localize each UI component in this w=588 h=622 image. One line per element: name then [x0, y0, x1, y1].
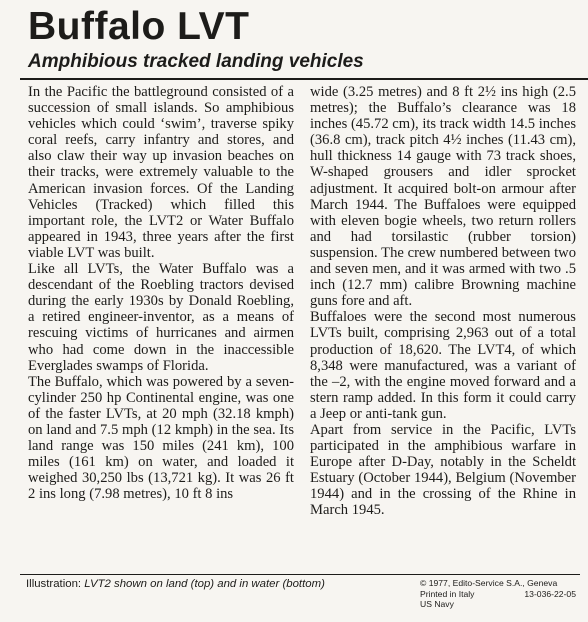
- body-paragraph: wide (3.25 metres) and 8 ft 2½ ins high (2.5 metres); the Buffalo’s clearance was 18 inches (45.72 cm), its track width 14.5 inches (36.8 cm), track pitch 4½ inches (11.43 cm), hull thickness 14 gauge with 73 track shoes, W-shaped grousers and idler sprocket adjustment. It acquired bolt-on armour after March 1944. The Buffaloes were equipped with eleven bogie wheels, two return rollers and had torsilastic (rubber torsion) suspension. The crew numbered between two and seven men, and it was armed with two .5 inch (12.7 mm) calibre Browning machine guns fore and aft.: [310, 84, 576, 310]
- body-column-right: [310, 84, 576, 519]
- header-divider: [20, 78, 588, 80]
- body-paragraph: Buffaloes were the second most numerous LVTs built, comprising 2,963 out of a total production of 18,620. The LVT4, of which 8,348 were manufactured, was a variant of the –2, with the engine moved forward and a stern ramp added. In this form it could carry a Jeep or anti-tank gun.: [310, 309, 576, 422]
- printed-in: Printed in Italy: [420, 588, 475, 599]
- page-title: Buffalo LVT: [28, 5, 250, 48]
- body-paragraph: In the Pacific the battleground consisted of a succession of small islands. So amphibious vehicles which could ‘swim’, traverse spiky coral reefs, carry infantry and stores, and also claw their way up invasion beaches on their tracks, were extremely valuable to the American invasion forces. Of the Landing Vehicles (Tracked) which filled this important role, the LVT2 or Water Buffalo appeared in 1943, three years after the first viable LVT was built.: [28, 84, 294, 261]
- illustration-label: Illustration:: [26, 578, 82, 590]
- photo-credit: US Navy: [420, 599, 454, 609]
- body-paragraph: Apart from service in the Pacific, LVTs participated in the amphibious warfare in Europe after D-Day, notably in the Scheldt Estuary (October 1944), Belgium (November 1944) and in the crossing of the Rhine in March 1945.: [310, 421, 576, 519]
- print-info: [420, 589, 580, 600]
- body-paragraph: Like all LVTs, the Water Buffalo was a descendant of the Roebling tractors devised during the early 1930s by Donald Roebling, a retired engineer-inventor, as a means of rescuing victims of hurricanes and airmen who had come down in the inaccessible Everglades swamps of Florida.: [28, 261, 294, 374]
- copyright-line: © 1977, Edito-Service S.A., Geneva: [420, 578, 558, 588]
- body-column-left: [28, 84, 294, 502]
- illustration-caption: [26, 578, 356, 592]
- illustration-caption-text: LVT2 shown on land (top) and in water (bottom): [84, 578, 325, 590]
- footer-divider: [20, 574, 580, 575]
- publisher-info: [420, 578, 580, 610]
- page-subtitle: Amphibious tracked landing vehicles: [28, 51, 364, 72]
- body-paragraph: The Buffalo, which was powered by a seven-cylinder 250 hp Continental engine, was one of the faster LVTs, at 20 mph (32.18 kmph) on land and 7.5 mph (12 kmph) in the sea. Its land range was 150 miles (241 km), 100 miles (161 km) on water, and loaded it weighed 30,250 lbs (13,721 kg). It was 26 ft 2 ins long (7.98 metres), 10 ft 8 ins: [28, 373, 294, 503]
- card-code: 13-036-22-05: [524, 588, 576, 599]
